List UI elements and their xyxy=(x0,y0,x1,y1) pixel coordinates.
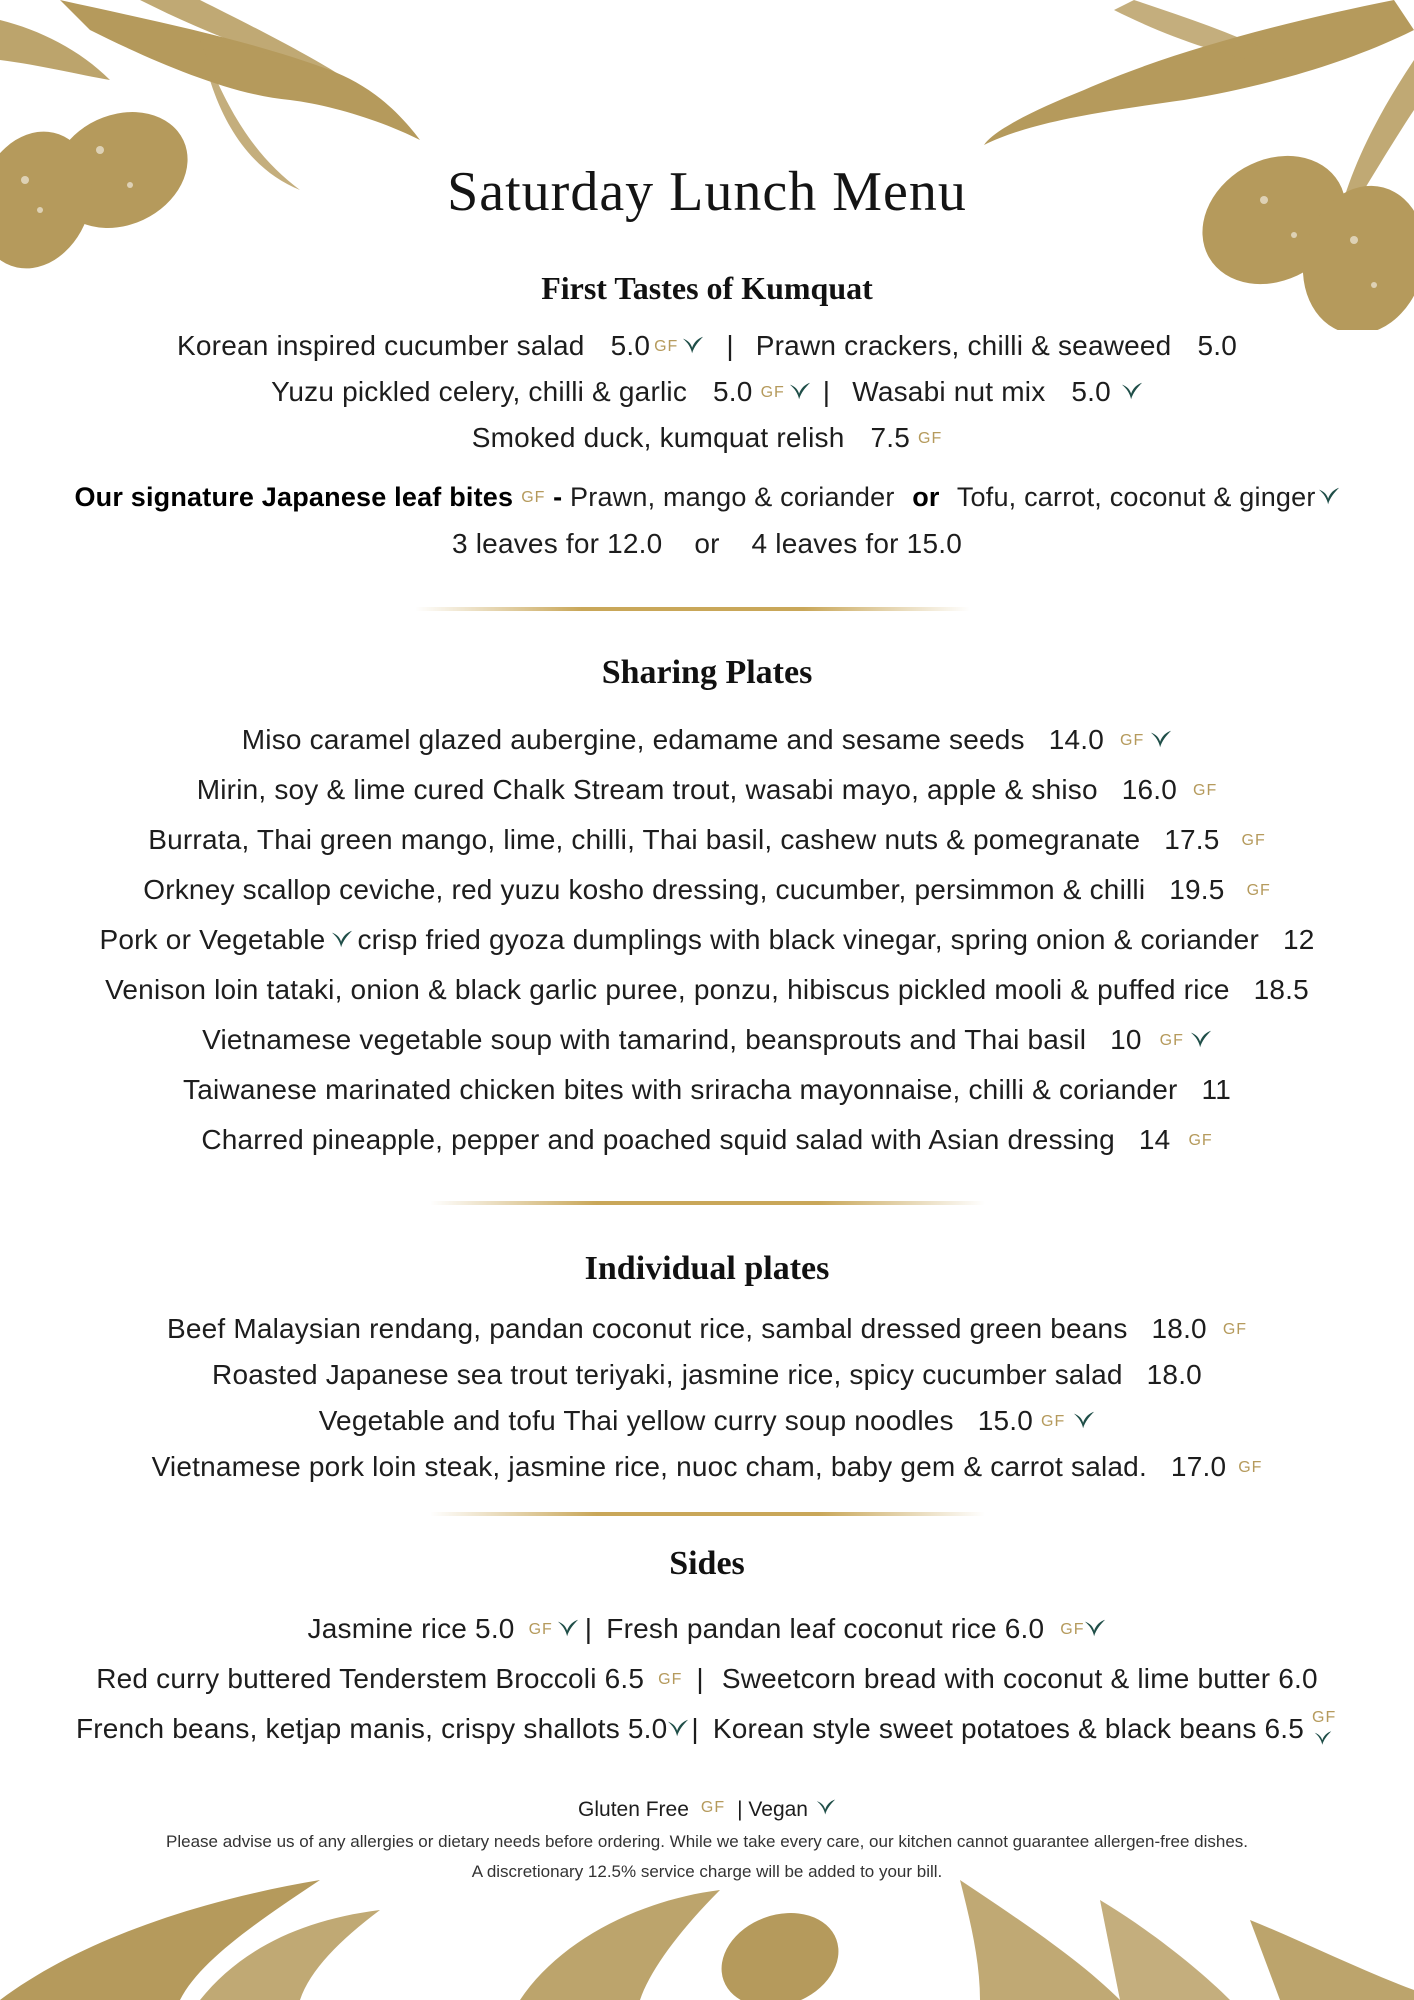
vegan-leaf-icon xyxy=(1121,380,1143,402)
item-price: 18.0 xyxy=(1151,1313,1207,1344)
item-name: Prawn crackers, chilli & seaweed xyxy=(755,330,1172,361)
gluten-free-badge: GF xyxy=(1238,1459,1263,1476)
separator: | xyxy=(696,1663,704,1694)
item-price: 15.0 xyxy=(977,1405,1034,1436)
section-divider xyxy=(415,607,970,611)
item-price: 7.5 xyxy=(870,422,910,453)
leaf-bites-title: Our signature Japanese leaf bites xyxy=(74,482,514,512)
item-name: Orkney scallop ceviche, red yuzu kosho dressing, cucumber, persimmon & chilli xyxy=(143,874,1146,905)
gluten-free-badge: GF xyxy=(1188,1132,1213,1149)
menu-item xyxy=(0,1451,1414,1483)
item-name: Vietnamese pork loin steak, jasmine rice, nuoc cham, baby gem & carrot salad. xyxy=(151,1451,1147,1482)
side-item: Sweetcorn bread with coconut & lime butter 6.0 xyxy=(721,1663,1318,1694)
section-divider xyxy=(430,1201,985,1205)
dash: - xyxy=(553,482,563,512)
gluten-free-badge: GF xyxy=(1120,732,1145,749)
item-price: 18.0 xyxy=(1146,1359,1202,1390)
gluten-free-badge: GF xyxy=(1312,1708,1337,1726)
gluten-free-badge: GF xyxy=(1041,1413,1066,1430)
olive-branch-bottom-illustration xyxy=(0,1880,1414,2000)
gluten-free-badge: GF xyxy=(918,430,943,447)
item-name: Mirin, soy & lime cured Chalk Stream trout, wasabi mayo, apple & shiso xyxy=(196,774,1098,805)
side-item: Korean style sweet potatoes & black beans 6.5 xyxy=(712,1713,1305,1744)
leaf-option-tofu: Tofu, carrot, coconut & ginger xyxy=(956,482,1316,512)
sides-row-3 xyxy=(0,1708,1414,1745)
item-name: Taiwanese marinated chicken bites with sriracha mayonnaise, chilli & coriander xyxy=(183,1074,1178,1105)
gluten-free-badge: GF xyxy=(1159,1032,1184,1049)
item-price: 17.0 xyxy=(1170,1451,1227,1482)
vegan-leaf-icon xyxy=(816,1797,836,1817)
gluten-free-badge: GF xyxy=(528,1621,553,1638)
gluten-free-badge: GF xyxy=(521,489,546,506)
item-name: Vietnamese vegetable soup with tamarind, beansprouts and Thai basil xyxy=(202,1024,1087,1055)
menu-item xyxy=(0,924,1414,956)
gluten-free-legend-label: Gluten Free xyxy=(578,1798,689,1821)
leaf-option-prawn: Prawn, mango & coriander xyxy=(570,482,895,512)
item-price: 5.0 xyxy=(713,376,753,407)
gluten-free-badge: GF xyxy=(1222,1321,1248,1338)
side-item: Red curry buttered Tenderstem Broccoli 6.5 xyxy=(96,1663,645,1694)
menu-item xyxy=(0,1024,1414,1056)
or-text: or xyxy=(912,482,940,512)
menu-item xyxy=(0,724,1414,756)
vegan-legend-label: | Vegan xyxy=(737,1798,808,1821)
vegan-leaf-icon xyxy=(1073,1409,1095,1431)
item-price: 5.0 xyxy=(1197,330,1237,361)
vegan-leaf-icon xyxy=(1314,1729,1332,1747)
item-name: Roasted Japanese sea trout teriyaki, jasmine rice, spicy cucumber salad xyxy=(212,1359,1123,1390)
menu-item xyxy=(0,1074,1414,1106)
item-price: 17.5 xyxy=(1164,824,1220,855)
vegan-leaf-icon xyxy=(682,334,704,356)
leaf-bites-pricing: 3 leaves for 12.0 or 4 leaves for 15.0 xyxy=(452,528,962,559)
item-name: Burrata, Thai green mango, lime, chilli, Thai basil, cashew nuts & pomegranate xyxy=(148,824,1141,855)
vegan-leaf-icon xyxy=(789,380,811,402)
gluten-free-badge: GF xyxy=(760,384,785,401)
item-name: Wasabi nut mix xyxy=(852,376,1046,407)
menu-item xyxy=(0,1313,1414,1345)
side-item: French beans, ketjap manis, crispy shallots 5.0 xyxy=(75,1713,668,1744)
vegan-leaf-icon xyxy=(1318,485,1340,507)
menu-item xyxy=(0,1405,1414,1437)
first-tastes-heading: First Tastes of Kumquat xyxy=(541,270,873,306)
item-price: 18.5 xyxy=(1253,974,1309,1005)
separator: | xyxy=(726,330,734,361)
vegan-leaf-icon xyxy=(557,1617,579,1639)
sides-heading: Sides xyxy=(669,1545,745,1582)
menu-title: Saturday Lunch Menu xyxy=(447,161,967,223)
item-price: 5.0 xyxy=(610,330,651,361)
vegan-leaf-icon xyxy=(1190,1028,1212,1050)
separator: | xyxy=(691,1713,699,1744)
gluten-free-badge: GF xyxy=(658,1671,683,1688)
item-name: Pork or Vegetable xyxy=(99,924,326,955)
separator: | xyxy=(822,376,831,407)
gluten-free-badge: GF xyxy=(700,1799,726,1816)
vegan-leaf-icon xyxy=(331,928,353,950)
side-item: Jasmine rice 5.0 xyxy=(307,1613,515,1644)
vegan-leaf-icon xyxy=(667,1717,689,1739)
menu-item xyxy=(0,824,1414,856)
menu-item xyxy=(0,974,1414,1006)
gluten-free-badge: GF xyxy=(1060,1621,1085,1638)
item-name: Beef Malaysian rendang, pandan coconut rice, sambal dressed green beans xyxy=(166,1313,1128,1344)
item-name: Korean inspired cucumber salad xyxy=(177,330,585,361)
item-price: 11 xyxy=(1201,1074,1231,1105)
olive-branch-top-left-illustration xyxy=(0,0,440,280)
item-price: 5.0 xyxy=(1071,376,1111,407)
item-price: 16.0 xyxy=(1121,774,1178,805)
gluten-free-badge: GF xyxy=(1193,782,1218,799)
sides-row-2 xyxy=(0,1663,1414,1695)
item-price: 14.0 xyxy=(1048,724,1105,755)
item-name: Vegetable and tofu Thai yellow curry soup noodles xyxy=(318,1405,954,1436)
separator: | xyxy=(584,1613,593,1644)
item-name: Miso caramel glazed aubergine, edamame and sesame seeds xyxy=(241,724,1025,755)
item-name: Smoked duck, kumquat relish xyxy=(471,422,845,453)
dietary-legend xyxy=(0,1797,1414,1822)
item-price: 10 xyxy=(1110,1024,1142,1055)
section-divider xyxy=(430,1512,985,1516)
gluten-free-badge: GF xyxy=(1241,832,1266,849)
sharing-plates-heading: Sharing Plates xyxy=(601,654,813,691)
menu-item xyxy=(0,874,1414,906)
item-name: Venison loin tataki, onion & black garlic puree, ponzu, hibiscus pickled mooli & puffed rice xyxy=(105,974,1230,1005)
item-name-continued: crisp fried gyoza dumplings with black vinegar, spring onion & coriander xyxy=(357,924,1259,955)
gluten-free-badge: GF xyxy=(654,338,679,355)
vegan-leaf-icon xyxy=(1150,728,1172,750)
side-item: Fresh pandan leaf coconut rice 6.0 xyxy=(606,1613,1045,1644)
service-charge-notice: A discretionary 12.5% service charge will be added to your bill. xyxy=(471,1862,943,1881)
first-tastes-row-3 xyxy=(0,422,1414,454)
leaf-bites-line xyxy=(0,482,1414,513)
gluten-free-badge: GF xyxy=(1246,882,1271,899)
first-tastes-row-1 xyxy=(0,330,1414,362)
menu-item xyxy=(0,1124,1414,1156)
item-name: Yuzu pickled celery, chilli & garlic xyxy=(271,376,688,407)
allergy-notice: Please advise us of any allergies or dietary needs before ordering. While we take every care, our kitchen cannot guarantee allergen-free dishes. xyxy=(166,1832,1248,1851)
vegan-leaf-icon xyxy=(1084,1617,1106,1639)
first-tastes-row-2 xyxy=(0,376,1414,408)
item-name: Charred pineapple, pepper and poached squid salad with Asian dressing xyxy=(201,1124,1115,1155)
menu-item xyxy=(0,1359,1414,1391)
individual-plates-heading: Individual plates xyxy=(584,1250,830,1287)
item-price: 12 xyxy=(1282,924,1315,955)
item-price: 14 xyxy=(1138,1124,1171,1155)
item-price: 19.5 xyxy=(1169,874,1225,905)
menu-item xyxy=(0,774,1414,806)
sides-row-1 xyxy=(0,1613,1414,1645)
